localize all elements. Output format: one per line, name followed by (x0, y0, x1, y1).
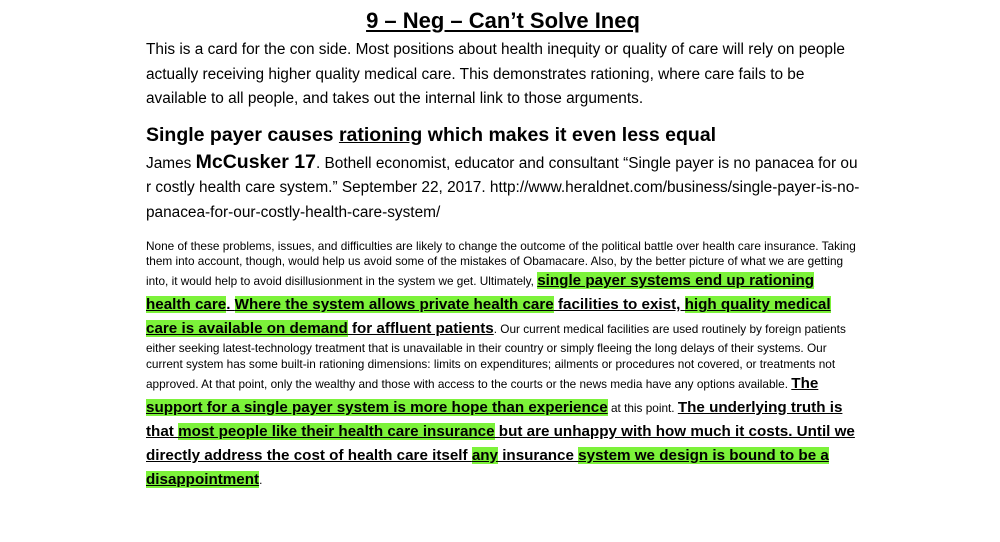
card-text: None of these problems, issues, and difficulties are likely to change the outcome of the political battle over health care insurance. Taking them into account, though, would help us avoid some of the mistakes of Obamacare. Also, by the better picture of what we are getting into, it would help to avoid disillusionment in the system we get. Ultimately, (146, 239, 856, 289)
cite-details: . Bothell economist, educator and consultant “Single payer is no panacea for our costly health care system.” September 22, 2017. (146, 154, 858, 196)
card-body (146, 239, 860, 492)
highlighted-text: single payer systems end up rationing health care (146, 272, 815, 314)
card-text: at this point. (607, 400, 678, 415)
tag-text-before: Single payer causes (146, 123, 339, 146)
underlined-text: but are unhappy with how much it costs. Until we directly address the cost of health care itself (146, 422, 855, 464)
underlined-text: The underlying truth is that (146, 398, 843, 440)
card-text: . Our current medical facilities are used routinely by foreign patients either seeking latest-technology treatment that is unavailable in their country or simply fleeing the long delays of their systems. Our current system has some built-in rationing dimensions: limits on expenditures; ailments or procedures not covered, or treatments not approved. At that point, only the wealthy and those with access to the courts or the news media have any options available. (146, 322, 846, 391)
highlighted-text: most people like their health care insurance (178, 422, 495, 440)
cite-url: http://www.heraldnet.com/business/single-payer-is-no-panacea-for-our-costly-health-care-system/ (146, 179, 860, 221)
highlighted-text: Where the system allows private health care (234, 296, 554, 314)
card-tag (146, 122, 860, 148)
highlighted-text: system we design is bound to be a disappointment (146, 446, 829, 488)
underlined-text: . (226, 296, 235, 314)
highlighted-text: support for a single payer system is more hope than experience (146, 398, 608, 416)
highlighted-text: any (471, 446, 498, 464)
page-title: 9 – Neg – Can’t Solve Ineq (366, 8, 640, 33)
document-page (146, 6, 860, 492)
underlined-text: insurance (497, 446, 579, 464)
cite-author: McCusker 17 (195, 150, 316, 173)
underlined-text: facilities to exist, (553, 296, 685, 314)
tag-text-after: which makes it even less equal (422, 123, 717, 146)
underlined-text: for affluent patients (347, 320, 494, 338)
intro-paragraph: This is a card for the con side. Most positions about health inequity or quality of care will rely on people actually receiving higher quality medical care. This demonstrates rationing, where care fails to be available to all people, and takes out the internal link to those arguments. (146, 41, 845, 107)
tag-underlined-word: rationing (338, 123, 423, 146)
cite-first-name: James (146, 154, 196, 172)
card-text: . (259, 472, 263, 487)
citation (146, 150, 860, 226)
underlined-text: The (791, 374, 819, 392)
highlighted-text: high quality medical care is available on demand (146, 296, 831, 338)
